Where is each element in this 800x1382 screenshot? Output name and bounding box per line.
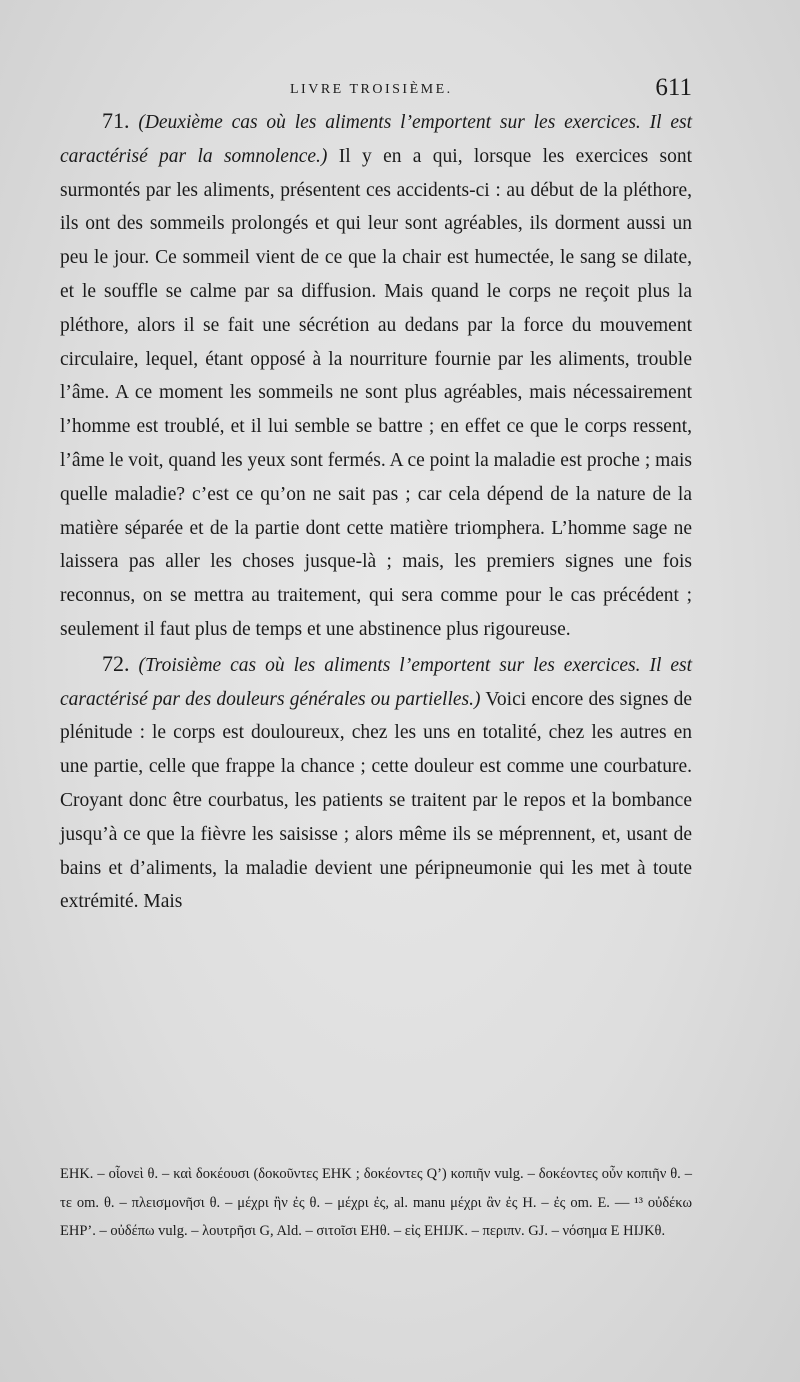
footnotes: [60, 1160, 692, 1246]
section-heading: (Deuxième cas où les aliments l’emportent sur les exercices. Il est caractérisé par la somnolence.): [60, 112, 693, 167]
running-title: LIVRE TROISIÈME.: [290, 82, 453, 97]
main-text: [60, 104, 692, 919]
section-number: 72.: [102, 650, 130, 676]
section-number: 71.: [102, 108, 130, 133]
page-number: 611: [655, 74, 692, 101]
section-heading: (Troisième cas où les aliments l’emportent sur les exercices. Il est caractérisé par des douleurs générales ou partielles.): [60, 654, 693, 710]
section-71: [60, 104, 692, 647]
section-text: Il y en a qui, lorsque les exercices sont surmontés par les aliments, présentent ces accidents-ci : au début de la pléthore, ils ont des sommeils prolongés et qui leur sont agréables, ils dorment aussi un peu le jour. Ce sommeil vient de ce que la chair est humectée, le sang se dilate, et le souffle se calme par sa diffusion. Mais quand le corps ne reçoit plus la pléthore, alors il se fait une sécrétion au dedans par la force du mouvement circulaire, lequel, étant opposé à la nourriture fournie par les aliments, trouble l’âme. A ce moment les sommeils ne sont plus agréables, mais nécessairement l’homme est troublé, et il lui semble se battre ; en effet ce que le corps ressent, l’âme le voit, quand les yeux sont fermés. A ce point la maladie est proche ; mais quelle maladie? c’est ce qu’on ne sait pas ; car cela dépend de la nature de la matière séparée et de la partie dont cette matière triomphera. L’homme sage ne laissera pas aller les choses jusque-là ; mais, les premiers signes une fois reconnus, on se mettra au traitement, qui sera comme pour le cas précédent ; seulement il faut plus de temps et une abstinence plus rigoureuse.: [60, 145, 693, 640]
section-text: Voici encore des signes de plénitude : le corps est douloureux, chez les uns en totalité, chez les autres en une partie, celle que frappe la chance ; cette douleur est comme une courbature. Croyant donc être courbatus, les patients se traitent par le repos et la bombance jusqu’à ce que la fièvre les saisisse ; alors même ils se méprennent, et, usant de bains et d’aliments, la maladie devient une péripneumonie qui les met à toute extrémité. Mais: [60, 688, 692, 913]
section-72: [60, 647, 692, 919]
footnote-text: EHK. – οἷονεὶ θ. – καὶ δοκέουσι (δοκοῦντες EHK ; δοκέοντες Q’) κοπιῆν vulg. – δοκέοντες οὖν κοπιῆν θ. – τε om. θ. – πλεισμονῆσι θ. – μέχρι ἢν ἐς θ. – μέχρι ἐς, al. manu μέχρι ἂν ἐς H. – ἐς om. E. — ¹³ οὐδέκω EHP’. – οὐδέπω vulg. – λουτρῆσι G, Ald. – σιτοῖσι EHθ. – εἰς EHIJK. – περιπν. GJ. – νόσημα E HIJKθ.: [60, 1166, 692, 1239]
